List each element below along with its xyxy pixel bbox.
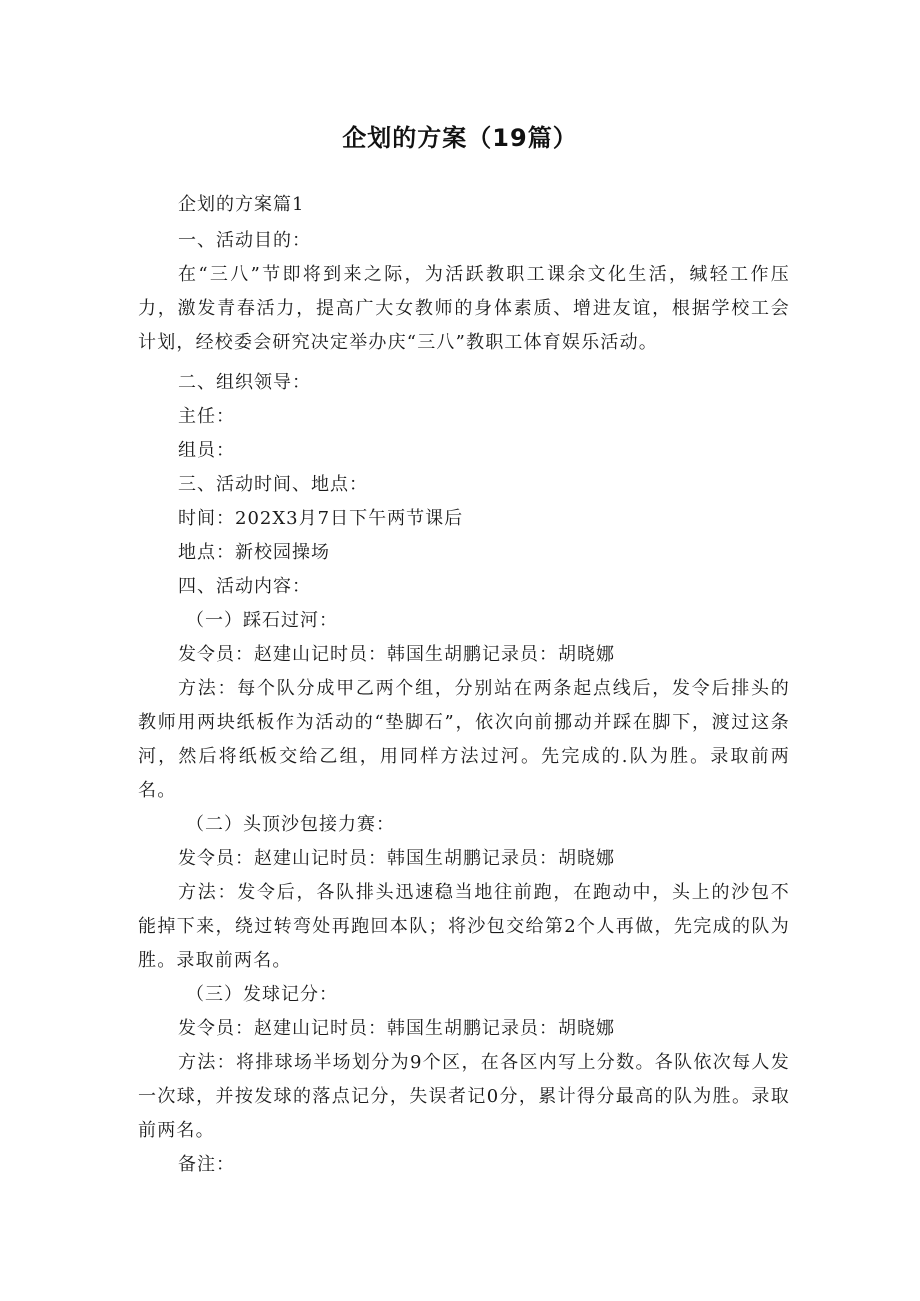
heading-content: 四、活动内容： — [178, 576, 311, 597]
place-line: 地点：新校园操场 — [178, 542, 330, 563]
director-label: 主任： — [178, 406, 235, 427]
activity-2-title: （二）头顶沙包接力赛： — [186, 814, 395, 835]
document-title: 企划的方案（19篇） — [342, 124, 578, 152]
activity-1-title: （一）踩石过河： — [186, 610, 338, 631]
activity-3-staff: 发令员：赵建山记时员：韩国生胡鹏记录员：胡晓娜 — [178, 1018, 615, 1039]
time-line: 时间：202X3月7日下午两节课后 — [178, 508, 464, 529]
note-label: 备注： — [178, 1154, 235, 1175]
paragraph-purpose: 在“三八”节即将到来之际，为活跃教职工课余文化生活，缄轻工作压力，激发青春活力，提高广大女教师的身体素质、增进友谊，根据学校工会计划，经校委会研究决定举办庆“三八”教职工体育娱乐活动。 — [138, 264, 790, 353]
activity-2-staff: 发令员：赵建山记时员：韩国生胡鹏记录员：胡晓娜 — [178, 848, 615, 869]
section-heading: 企划的方案篇1 — [178, 194, 305, 215]
heading-purpose: 一、活动目的： — [178, 230, 311, 251]
heading-time-place: 三、活动时间、地点： — [178, 474, 368, 495]
activity-2-method: 方法：发令后，各队排头迅速稳当地往前跑，在跑动中，头上的沙包不能掉下来，绕过转弯处再跑回本队；将沙包交给第2个人再做，先完成的队为胜。录取前两名。 — [138, 882, 790, 971]
activity-3-method: 方法：将排球场半场划分为9个区，在各区内写上分数。各队依次每人发一次球，并按发球的落点记分，失误者记0分，累计得分最高的队为胜。录取前两名。 — [138, 1052, 790, 1141]
members-label: 组员： — [178, 440, 235, 461]
heading-organization: 二、组织领导： — [178, 372, 311, 393]
activity-1-staff: 发令员：赵建山记时员：韩国生胡鹏记录员：胡晓娜 — [178, 644, 615, 665]
activity-1-method: 方法：每个队分成甲乙两个组，分别站在两条起点线后，发令后排头的教师用两块纸板作为活动的“垫脚石”，依次向前挪动并踩在脚下，渡过这条河，然后将纸板交给乙组，用同样方法过河。先完成的.队为胜。录取前两名。 — [138, 678, 790, 801]
activity-3-title: （三）发球记分： — [186, 984, 338, 1005]
